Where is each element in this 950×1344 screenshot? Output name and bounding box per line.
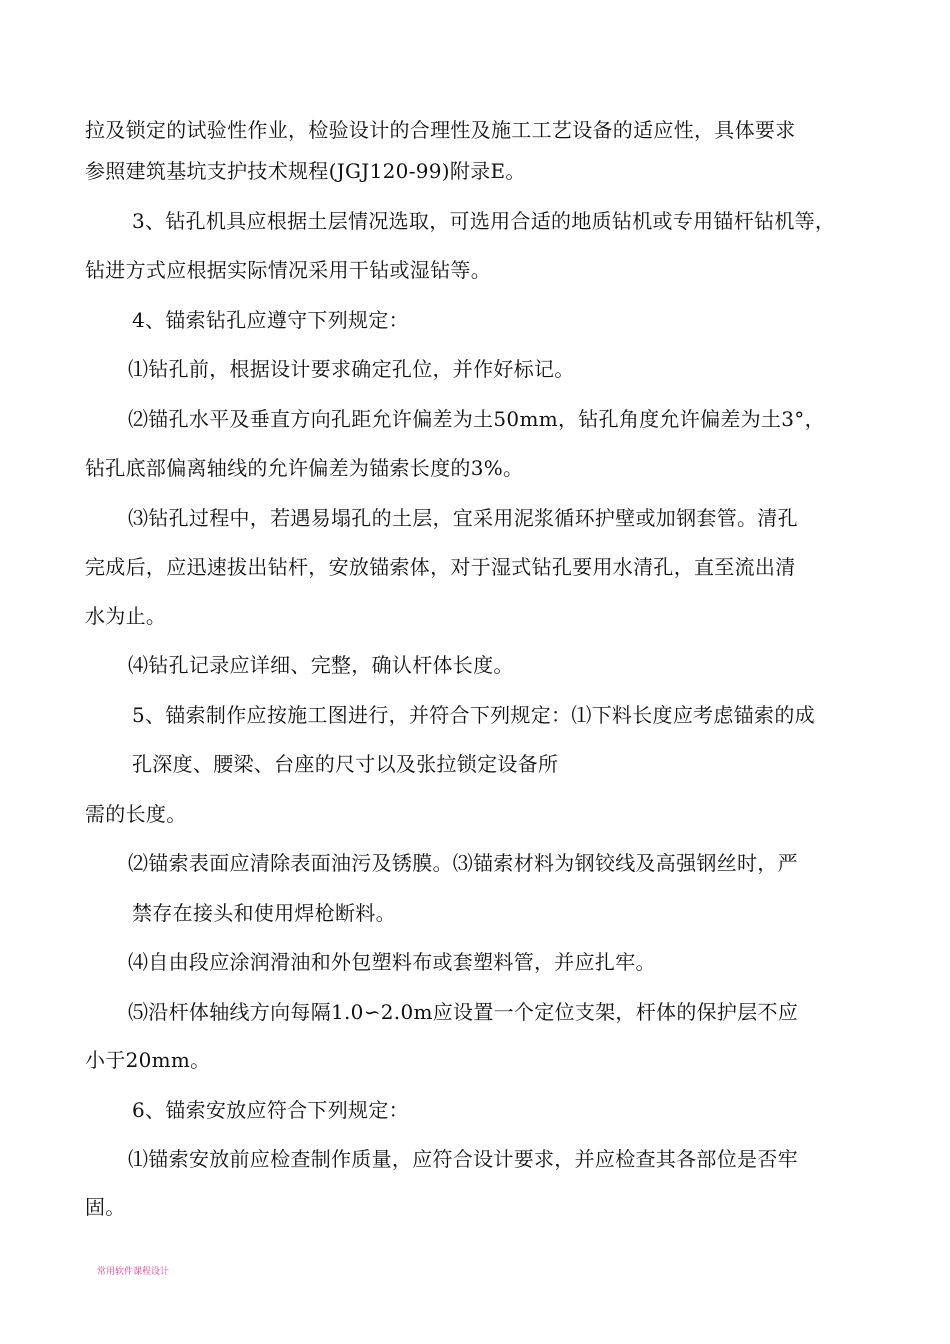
text-line: ⑸沿杆体轴线方向每隔1.0∽2.0m应设置一个定位支架，杆体的保护层不应 (128, 1000, 799, 1024)
text-line: ⑴钻孔前，根据设计要求确定孔位，并作好标记。 (128, 357, 575, 381)
text-line: ⑵锚索表面应清除表面油污及锈膜。⑶锚索材料为钢铰线及高强钢丝时，严 (128, 851, 798, 875)
text-line: 参照建筑基坑支护技术规程(JGJ120-99)附录E。 (85, 159, 526, 183)
text-line: 小于20mm。 (85, 1048, 211, 1072)
text-line: 完成后，应迅速拔出钻杆，安放锚索体，对于湿式钻孔要用水清孔，直至流出清 (85, 555, 796, 579)
text-line: 水为止。 (85, 604, 167, 628)
text-line: 拉及锁定的试验性作业，检验设计的合理性及施工工艺设备的适应性，具体要求 (85, 118, 796, 142)
page-footer: 常用软件课程设计 (97, 1267, 170, 1277)
text-line: 禁存在接头和使用焊枪断料。 (132, 901, 396, 925)
text-line: 6、锚索安放应符合下列规定： (132, 1098, 409, 1122)
text-line: 钻孔底部偏离轴线的允许偏差为锚索长度的3%。 (85, 456, 524, 480)
text-line: 固。 (85, 1195, 126, 1219)
text-line: 3、钻孔机具应根据土层情况选取，可选用合适的地质钻机或专用锚杆钻机等， (132, 209, 836, 233)
text-line: ⑶钻孔过程中，若遇易塌孔的土层，宜采用泥浆循环护壁或加钢套管。清孔 (128, 506, 798, 530)
text-line: 4、锚索钻孔应遵守下列规定： (132, 308, 409, 332)
text-line: 孔深度、腰梁、台座的尺寸以及张拉锁定设备所 (132, 752, 559, 776)
text-line: ⑴锚索安放前应检查制作质量，应符合设计要求，并应检查其各部位是否牢 (128, 1147, 798, 1171)
text-line: ⑵锚孔水平及垂直方向孔距允许偏差为土50mm，钻孔角度允许偏差为土3°， (128, 407, 825, 431)
text-line: 钻进方式应根据实际情况采用干钻或湿钻等。 (85, 258, 491, 282)
text-line: ⑷自由段应涂润滑油和外包塑料布或套塑料管，并应扎牢。 (128, 950, 656, 974)
text-line: 5、锚索制作应按施工图进行，并符合下列规定：⑴下料长度应考虑锚索的成 (132, 703, 815, 727)
text-line: ⑷钻孔记录应详细、完整，确认杆体长度。 (128, 653, 514, 677)
text-line: 需的长度。 (85, 802, 187, 826)
